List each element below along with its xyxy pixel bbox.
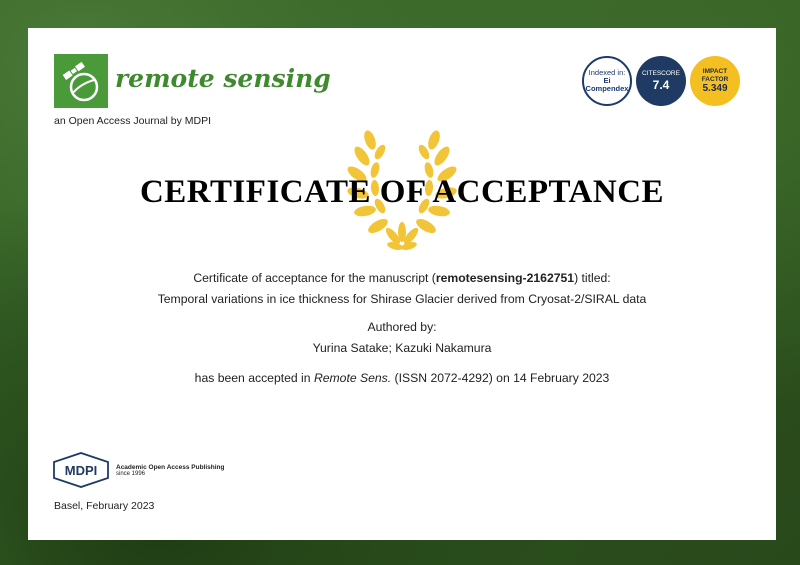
- certificate-title: CERTIFICATE OF ACCEPTANCE: [139, 174, 665, 210]
- svg-text:MDPI: MDPI: [64, 463, 98, 478]
- impact-label-1: IMPACT: [702, 68, 728, 76]
- place-date: Basel, February 2023: [54, 500, 155, 512]
- manuscript-intro: [28, 271, 776, 285]
- acceptance-statement: [28, 371, 776, 385]
- journal-subtitle: an Open Access Journal by MDPI: [54, 115, 211, 127]
- impact-label-2: FACTOR: [701, 75, 729, 83]
- mdpi-logo: [52, 452, 110, 488]
- accepted-suffix: (ISSN 2072-4292) on 14 February 2023: [391, 371, 610, 385]
- citescore-value: 7.4: [652, 77, 670, 92]
- intro-prefix: Certificate of acceptance for the manuscript (: [193, 271, 436, 285]
- publisher-line-1: Academic Open Access Publishing: [116, 464, 225, 471]
- authored-by-label: Authored by:: [367, 320, 437, 334]
- publisher-line-2: since 1996: [116, 471, 146, 478]
- satellite-logo-icon: [54, 54, 108, 108]
- citescore-label: CITESCORE: [642, 69, 680, 77]
- citescore-badge: [636, 56, 686, 106]
- accepted-prefix: has been accepted in: [194, 371, 314, 385]
- author-names: Yurina Satake; Kazuki Nakamura: [312, 341, 492, 355]
- manuscript-id: remotesensing-2162751: [435, 271, 575, 285]
- certificate-card: [28, 28, 776, 540]
- paper-title: Temporal variations in ice thickness for Shirase Glacier derived from Cryosat-2/SIRAL data: [157, 292, 647, 306]
- impact-value: 5.349: [702, 82, 728, 94]
- indexed-value: Ei Compendex: [585, 75, 629, 94]
- journal-abbrev: Remote Sens.: [313, 371, 392, 385]
- indexed-label: Indexed in:: [588, 67, 626, 77]
- intro-suffix: ) titled:: [574, 271, 611, 285]
- journal-name: remote sensing: [115, 64, 331, 93]
- publisher-tagline: [116, 464, 225, 478]
- impact-factor-badge: [690, 56, 740, 106]
- indexed-badge: [582, 56, 632, 106]
